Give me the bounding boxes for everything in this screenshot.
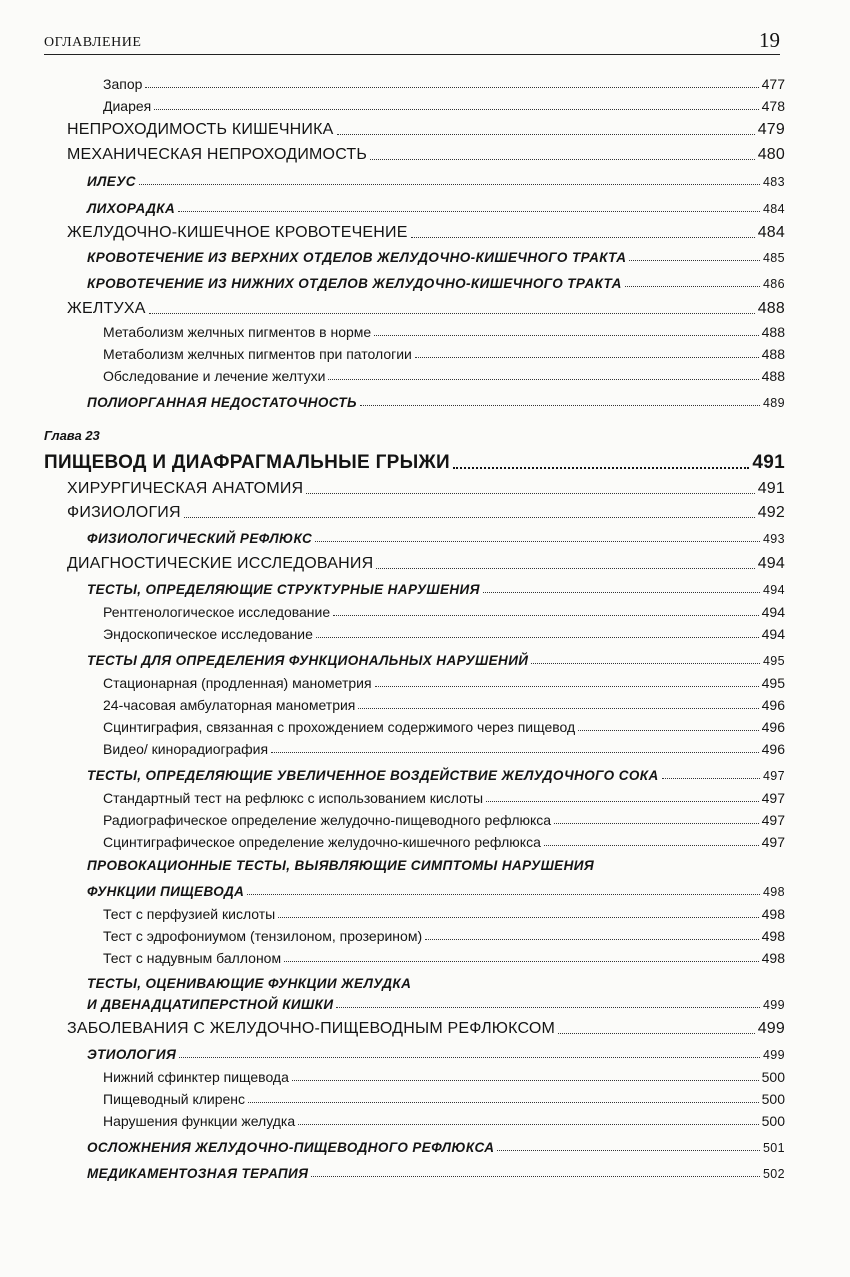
dot-leader [328, 377, 758, 380]
toc-entry [87, 174, 785, 189]
toc-entry-title: Нижний сфинктер пищевода [103, 1069, 289, 1085]
toc-entry-title: Сцинтиграфическое определение желудочно-кишечного рефлюкса [103, 834, 541, 850]
toc-entry-title: Стационарная (продленная) манометрия [103, 675, 372, 691]
toc-entry-title: ЭТИОЛОГИЯ [87, 1047, 177, 1062]
toc-entry-page: 484 [762, 202, 785, 216]
dot-leader [358, 706, 758, 709]
toc-entry-page: 494 [761, 604, 785, 620]
toc-entry-page: 488 [761, 368, 785, 384]
toc-entry-page: 500 [761, 1113, 785, 1129]
toc-entry [87, 395, 785, 410]
toc-entry-page: 485 [762, 251, 785, 265]
toc-entry-title: МЕДИКАМЕНТОЗНАЯ ТЕРАПИЯ [87, 1166, 309, 1181]
dot-leader [284, 959, 759, 962]
toc-entry [67, 555, 785, 573]
dot-leader [483, 590, 760, 593]
toc-entry-title: Сцинтиграфия, связанная с прохождением содержимого через пищевод [103, 719, 576, 735]
dot-leader [629, 258, 759, 261]
dot-leader [306, 491, 754, 494]
dot-leader [578, 728, 758, 731]
toc-entry-page: 502 [762, 1167, 785, 1181]
toc-entry [103, 76, 785, 92]
toc-entry-page: 496 [761, 719, 785, 735]
toc-entry [103, 719, 785, 735]
toc-entry-page: 489 [762, 396, 785, 410]
dot-leader [425, 937, 759, 940]
toc-entry-title: ФИЗИОЛОГИЧЕСКИЙ РЕФЛЮКС [87, 531, 313, 546]
toc-entry-title: И ДВЕНАДЦАТИПЕРСТНОЙ КИШКИ [87, 997, 334, 1012]
toc-entry-page: 478 [761, 98, 785, 114]
dot-leader [247, 892, 760, 895]
toc-entry-page: 499 [762, 998, 785, 1012]
toc-entry-title: 24-часовая амбулаторная манометрия [103, 697, 356, 713]
toc-entry [103, 604, 785, 620]
chapter-page: 491 [752, 452, 785, 473]
toc-entry-page: 477 [761, 76, 785, 92]
dot-leader [149, 311, 755, 314]
dot-leader [374, 333, 758, 336]
toc-entry-page: 497 [762, 769, 785, 783]
toc-entry [103, 675, 785, 691]
toc-entry-page: 495 [762, 654, 785, 668]
dot-leader [360, 403, 760, 406]
toc-entry-title: Запор [103, 76, 143, 92]
dot-leader [662, 776, 760, 779]
toc-entry [103, 812, 785, 828]
toc-entry [103, 790, 785, 806]
toc-entry-page: 498 [761, 906, 785, 922]
toc-entry [103, 741, 785, 757]
dot-leader [271, 750, 759, 753]
toc-entry [87, 1047, 785, 1062]
toc-entry-page: 483 [762, 175, 785, 189]
chapter-label: Глава 23 [44, 428, 100, 443]
toc-entry-title: Тест с перфузией кислоты [103, 906, 276, 922]
toc-entry [67, 504, 785, 522]
toc-entry-page: 498 [762, 885, 785, 899]
toc-entry [87, 250, 785, 265]
toc-entry [87, 582, 785, 597]
toc-entry [103, 834, 785, 850]
toc-entry [87, 1166, 785, 1181]
dot-leader [278, 915, 758, 918]
dot-leader [292, 1078, 759, 1081]
toc-entry-title: ТЕСТЫ ДЛЯ ОПРЕДЕЛЕНИЯ ФУНКЦИОНАЛЬНЫХ НАРУШЕНИЙ [87, 653, 529, 668]
toc-entry [103, 1091, 785, 1107]
dot-leader [453, 465, 749, 469]
toc-entry-page: 484 [757, 224, 785, 241]
toc-entry-title-line1: ТЕСТЫ, ОЦЕНИВАЮЩИЕ ФУНКЦИИ ЖЕЛУДКА [87, 976, 412, 991]
dot-leader [554, 821, 759, 824]
dot-leader [311, 1174, 760, 1177]
dot-leader [298, 1122, 759, 1125]
dot-leader [558, 1031, 755, 1034]
toc-entry-page: 486 [762, 277, 785, 291]
toc-entry-title: ЗАБОЛЕВАНИЯ С ЖЕЛУДОЧНО-ПИЩЕВОДНЫМ РЕФЛЮКСОМ [67, 1020, 556, 1037]
toc-entry-title: ДИАГНОСТИЧЕСКИЕ ИССЛЕДОВАНИЯ [67, 555, 374, 572]
toc-entry-page: 499 [762, 1048, 785, 1062]
toc-entry-page: 497 [761, 812, 785, 828]
toc-entry-page: 497 [761, 790, 785, 806]
dot-leader [486, 799, 759, 802]
toc-entry-page: 491 [757, 480, 785, 497]
toc-entry [103, 906, 785, 922]
toc-entry-page: 499 [757, 1020, 785, 1037]
toc-entry [103, 368, 785, 384]
dot-leader [145, 85, 758, 88]
toc-entry [87, 997, 785, 1012]
toc-entry-title: ОСЛОЖНЕНИЯ ЖЕЛУДОЧНО-ПИЩЕВОДНОГО РЕФЛЮКСА [87, 1140, 495, 1155]
toc-entry [103, 697, 785, 713]
toc-entry [67, 300, 785, 318]
toc-entry-page: 500 [761, 1069, 785, 1085]
toc-entry-title: МЕХАНИЧЕСКАЯ НЕПРОХОДИМОСТЬ [67, 146, 368, 163]
toc-entry-title: Радиографическое определение желудочно-пищеводного рефлюкса [103, 812, 552, 828]
toc-entry-page: 488 [757, 300, 785, 317]
dot-leader [333, 613, 759, 616]
toc-entry-title: ФУНКЦИИ ПИЩЕВОДА [87, 884, 245, 899]
toc-entry-title: Рентгенологическое исследование [103, 604, 331, 620]
toc-entry [103, 324, 785, 340]
toc-entry [87, 768, 785, 783]
toc-entry [103, 928, 785, 944]
toc-entry-title-line1: ПРОВОКАЦИОННЫЕ ТЕСТЫ, ВЫЯВЛЯЮЩИЕ СИМПТОМЫ НАРУШЕНИЯ [87, 858, 595, 873]
toc-entry-title: Нарушения функции желудка [103, 1113, 296, 1129]
dot-leader [154, 107, 758, 110]
toc-entry [67, 480, 785, 498]
dot-leader [415, 355, 759, 358]
dot-leader [375, 684, 759, 687]
toc-entry [87, 1140, 785, 1155]
toc-entry-page: 494 [761, 626, 785, 642]
toc-entry-title: КРОВОТЕЧЕНИЕ ИЗ НИЖНИХ ОТДЕЛОВ ЖЕЛУДОЧНО-КИШЕЧНОГО ТРАКТА [87, 276, 622, 291]
toc-entry [103, 1113, 785, 1129]
toc-entry [103, 950, 785, 966]
toc-entry-title: ЛИХОРАДКА [87, 201, 176, 216]
dot-leader [315, 539, 760, 542]
toc-entry [67, 121, 785, 139]
running-header [44, 30, 780, 55]
toc-entry-page: 479 [757, 121, 785, 138]
toc-entry [103, 98, 785, 114]
dot-leader [497, 1148, 760, 1151]
dot-leader [544, 843, 759, 846]
toc-entry-title: Метаболизм желчных пигментов в норме [103, 324, 372, 340]
toc-entry-title: Эндоскопическое исследование [103, 626, 313, 642]
toc-entry [87, 884, 785, 899]
toc-entry-page: 496 [761, 741, 785, 757]
toc-entry-page: 496 [761, 697, 785, 713]
toc-entry [103, 1069, 785, 1085]
chapter-title: ПИЩЕВОД И ДИАФРАГМАЛЬНЫЕ ГРЫЖИ [44, 452, 450, 473]
toc-entry-page: 498 [761, 950, 785, 966]
dot-leader [376, 566, 754, 569]
toc-entry-title: ЖЕЛТУХА [67, 300, 146, 317]
toc-entry [87, 201, 785, 216]
toc-entry-page: 500 [761, 1091, 785, 1107]
toc-entry [103, 346, 785, 362]
toc-entry [87, 653, 785, 668]
toc-entry [67, 146, 785, 164]
toc-entry-page: 488 [761, 324, 785, 340]
dot-leader [139, 182, 760, 185]
toc-entry-title: Обследование и лечение желтухи [103, 368, 326, 384]
dot-leader [178, 209, 760, 212]
toc-entry-title: Диарея [103, 98, 152, 114]
toc-entry-page: 488 [761, 346, 785, 362]
toc-entry-page: 480 [757, 146, 785, 163]
toc-entry [67, 224, 785, 242]
dot-leader [248, 1100, 759, 1103]
header-page-number: 19 [759, 28, 780, 52]
toc-entry-page: 501 [762, 1141, 785, 1155]
toc-entry-title: Тест с надувным баллоном [103, 950, 282, 966]
toc-entry-title: Тест с эдрофониумом (тензилоном, прозерином) [103, 928, 423, 944]
header-title: ОГЛАВЛЕНИЕ [44, 35, 142, 50]
toc-entry-page: 498 [761, 928, 785, 944]
toc-entry-title: НЕПРОХОДИМОСТЬ КИШЕЧНИКА [67, 121, 334, 138]
dot-leader [336, 1005, 759, 1008]
toc-entry-page: 493 [762, 532, 785, 546]
toc-entry [87, 531, 785, 546]
toc-entry-title: ТЕСТЫ, ОПРЕДЕЛЯЮЩИЕ УВЕЛИЧЕННОЕ ВОЗДЕЙСТВИЕ ЖЕЛУДОЧНОГО СОКА [87, 768, 659, 783]
toc-entry-title: ТЕСТЫ, ОПРЕДЕЛЯЮЩИЕ СТРУКТУРНЫЕ НАРУШЕНИЯ [87, 582, 480, 597]
toc-entry-title: ХИРУРГИЧЕСКАЯ АНАТОМИЯ [67, 480, 304, 497]
toc-entry [87, 276, 785, 291]
toc-entry-title: Стандартный тест на рефлюкс с использованием кислоты [103, 790, 484, 806]
dot-leader [411, 235, 755, 238]
toc-entry-title: Метаболизм желчных пигментов при патологии [103, 346, 412, 362]
dot-leader [316, 635, 759, 638]
toc-entry-title: Видео/ кинорадиография [103, 741, 269, 757]
dot-leader [337, 132, 755, 135]
toc-entry [67, 1020, 785, 1038]
toc-entry-page: 492 [757, 504, 785, 521]
toc-entry-page: 497 [761, 834, 785, 850]
toc-entry-page: 494 [762, 583, 785, 597]
toc-entry-page: 495 [761, 675, 785, 691]
toc-entry-page: 494 [757, 555, 785, 572]
dot-leader [625, 284, 760, 287]
toc-entry-title: ИЛЕУС [87, 174, 136, 189]
toc-entry-title: ПОЛИОРГАННАЯ НЕДОСТАТОЧНОСТЬ [87, 395, 358, 410]
dot-leader [531, 661, 760, 664]
dot-leader [184, 515, 755, 518]
chapter-title-row [44, 452, 785, 474]
dot-leader [179, 1055, 760, 1058]
dot-leader [370, 157, 755, 160]
toc-entry-title: ФИЗИОЛОГИЯ [67, 504, 181, 521]
toc-entry [103, 626, 785, 642]
toc-entry-title: Пищеводный клиренс [103, 1091, 246, 1107]
toc-entry-title: ЖЕЛУДОЧНО-КИШЕЧНОЕ КРОВОТЕЧЕНИЕ [67, 224, 408, 241]
toc-entry-title: КРОВОТЕЧЕНИЕ ИЗ ВЕРХНИХ ОТДЕЛОВ ЖЕЛУДОЧНО-КИШЕЧНОГО ТРАКТА [87, 250, 627, 265]
